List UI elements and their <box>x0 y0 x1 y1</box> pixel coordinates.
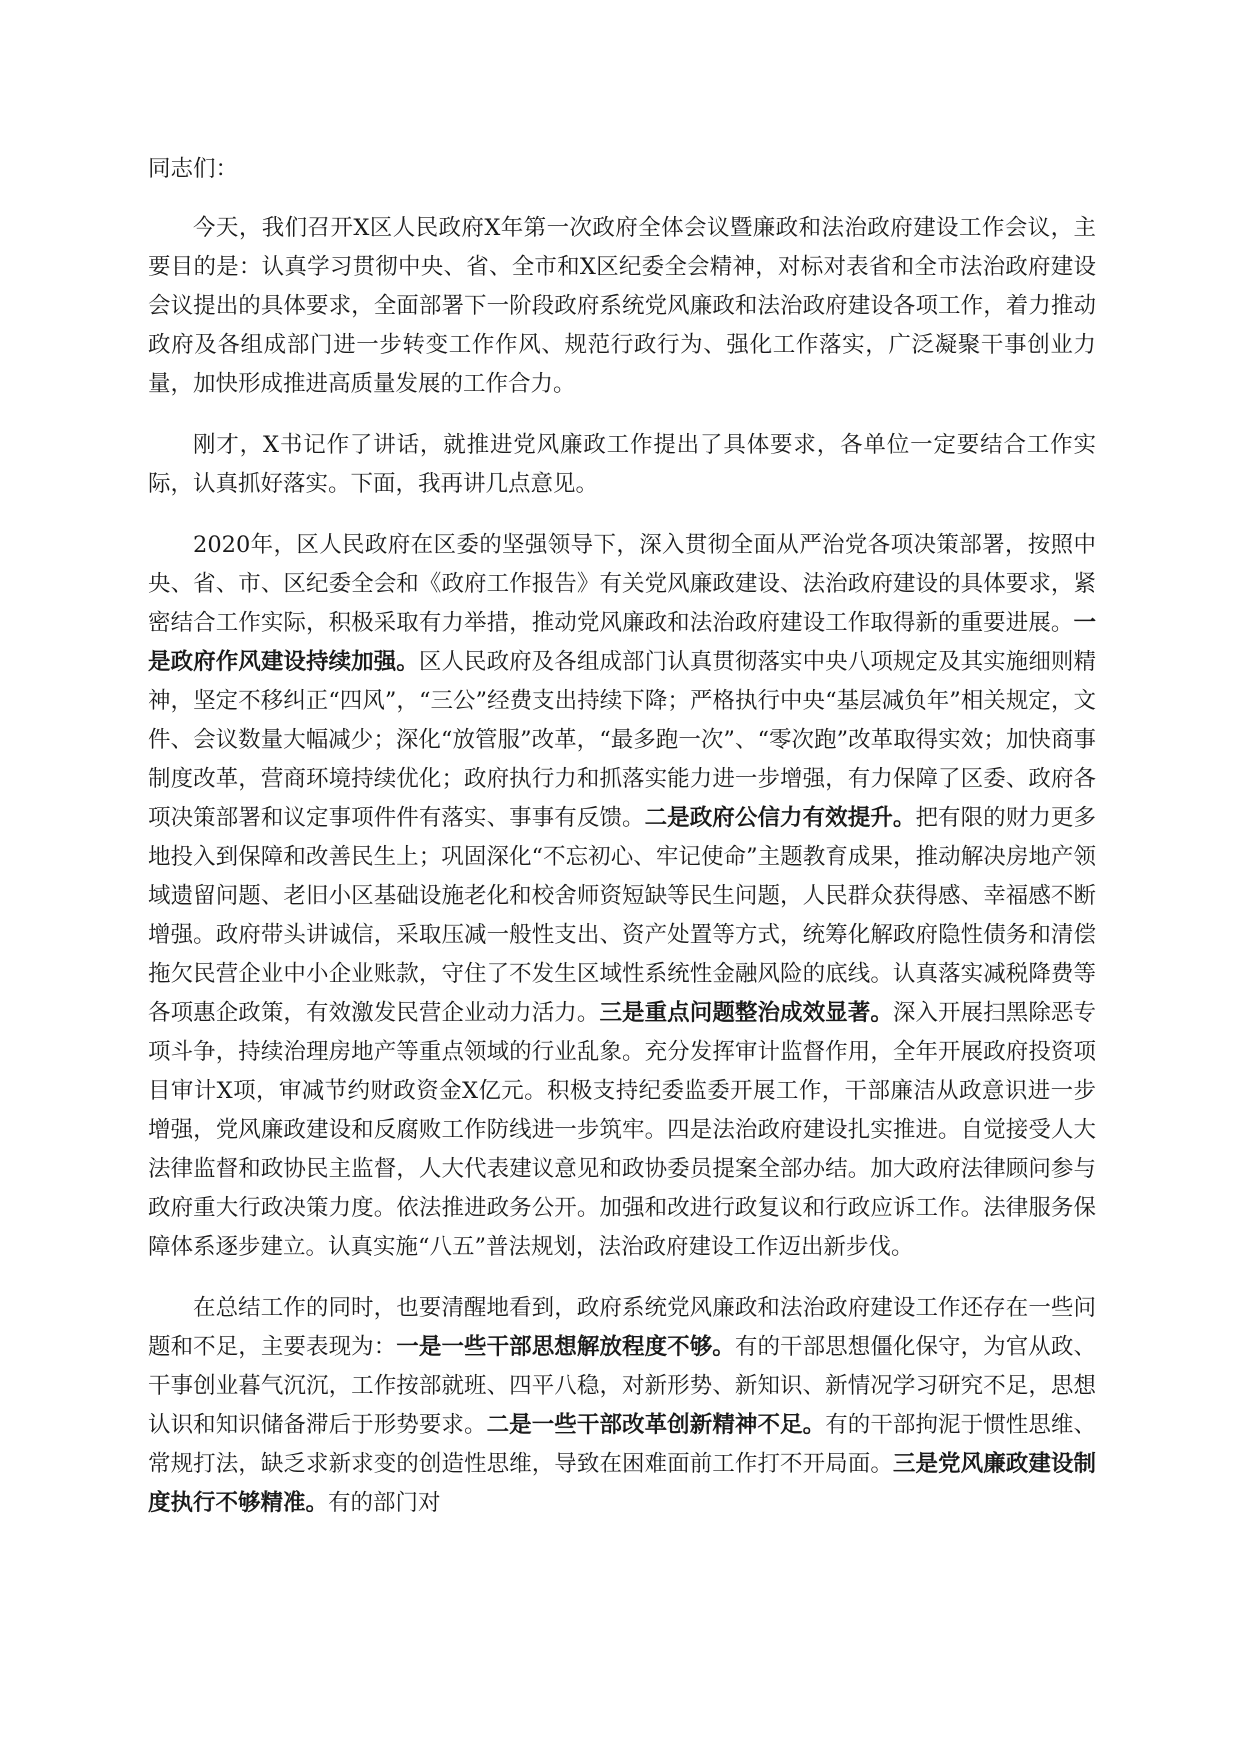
work-style-text: 区人民政府及各组成部门认真贯彻落实中央八项规定及其实施细则精神，坚定不移纠正“四风”，“三公”经费支出持续下降；严格执行中央“基层减负年”相关规定，文件、会议数量大幅减少；深化“放管服”改革，“最多跑一次”、“零次跑”改革取得实效；加快商事制度改革，营商环境持续优化；政府执行力和抓落实能力进一步增强，有力保障了区委、政府各项决策部署和议定事项件件有落实、事事有反馈。 <box>148 649 1096 831</box>
heading-work-style: 一是政府作风建设持续加强。 <box>148 610 1096 675</box>
heading-innovation: 二是一些干部改革创新精神不足。 <box>486 1412 826 1438</box>
salutation: 同志们： <box>148 156 239 182</box>
paragraph-opening-remarks: 刚才，X书记作了讲话，就推进党风廉政工作提出了具体要求，各单位一定要结合工作实际，认真抓好落实。下面，我再讲几点意见。 <box>148 432 1096 497</box>
paragraph-problems <box>148 1289 1096 1523</box>
thinking-text: 有的干部思想僵化保守，为官从政、干事创业暮气沉沉，工作按部就班、四平八稳，对新形势、新知识、新情况学习研究不足，思想认识和知识储备滞后于形势要求。 <box>148 1334 1096 1438</box>
credibility-text: 把有限的财力更多地投入到保障和改善民生上；巩固深化“不忘初心、牢记使命”主题教育成果，推动解决房地产领域遗留问题、老旧小区基础设施老化和校舍师资短缺等民生问题，人民群众获得感、幸福感不断增强。政府带头讲诚信，采取压减一般性支出、资产处置等方式，统筹化解政府隐性债务和清偿拖欠民营企业中小企业账款，守住了不发生区域性系统性金融风险的底线。认真落实减税降费等各项惠企政策，有效激发民营企业动力活力。 <box>148 805 1096 1026</box>
paragraph-2020-achievements <box>148 526 1096 1267</box>
innovation-text: 有的干部拘泥于惯性思维、常规打法，缺乏求新求变的创造性思维，导致在困难面前工作打不开局面。 <box>148 1412 1096 1477</box>
heading-thinking: 一是一些干部思想解放程度不够。 <box>396 1334 735 1360</box>
heading-system-execution: 三是党风廉政建设制度执行不够精准。 <box>148 1451 1096 1516</box>
paragraph-meeting-purpose: 今天，我们召开X区人民政府X年第一次政府全体会议暨廉政和法治政府建设工作会议，主要目的是：认真学习贯彻中央、省、全市和X区纪委全会精神，对标对表省和全市法治政府建设会议提出的具体要求，全面部署下一阶段政府系统党风廉政和法治政府建设各项工作，着力推动政府及各组成部门进一步转变工作作风、规范行政行为、强化工作落实，广泛凝聚干事创业力量，加快形成推进高质量发展的工作合力。 <box>148 215 1096 397</box>
heading-key-issues: 三是重点问题整治成效显著。 <box>599 1000 893 1026</box>
heading-credibility: 二是政府公信力有效提升。 <box>644 805 916 831</box>
document-page <box>148 150 1096 1545</box>
key-issues-text: 深入开展扫黑除恶专项斗争，持续治理房地产等重点领域的行业乱象。充分发挥审计监督作用，全年开展政府投资项目审计X项，审减节约财政资金X亿元。积极支持纪委监委开展工作，干部廉洁从政意识进一步增强，党风廉政建设和反腐败工作防线进一步筑牢。四是法治政府建设扎实推进。自觉接受人大法律监督和政协民主监督，人大代表建议意见和政协委员提案全部办结。加大政府法律顾问参与政府重大行政决策力度。依法推进政务公开。加强和改进行政复议和行政应诉工作。法律服务保障体系逐步建立。认真实施“八五”普法规划，法治政府建设工作迈出新步伐。 <box>148 1000 1096 1260</box>
system-execution-text: 有的部门对 <box>328 1490 441 1516</box>
achievements-intro: 2020年，区人民政府在区委的坚强领导下，深入贯彻全面从严治党各项决策部署，按照中央、省、市、区纪委全会和《政府工作报告》有关党风廉政建设、法治政府建设的具体要求，紧密结合工作实际，积极采取有力举措，推动党风廉政和法治政府建设工作取得新的重要进展。 <box>148 532 1096 636</box>
problems-intro: 在总结工作的同时，也要清醒地看到，政府系统党风廉政和法治政府建设工作还存在一些问题和不足，主要表现为： <box>148 1295 1096 1360</box>
